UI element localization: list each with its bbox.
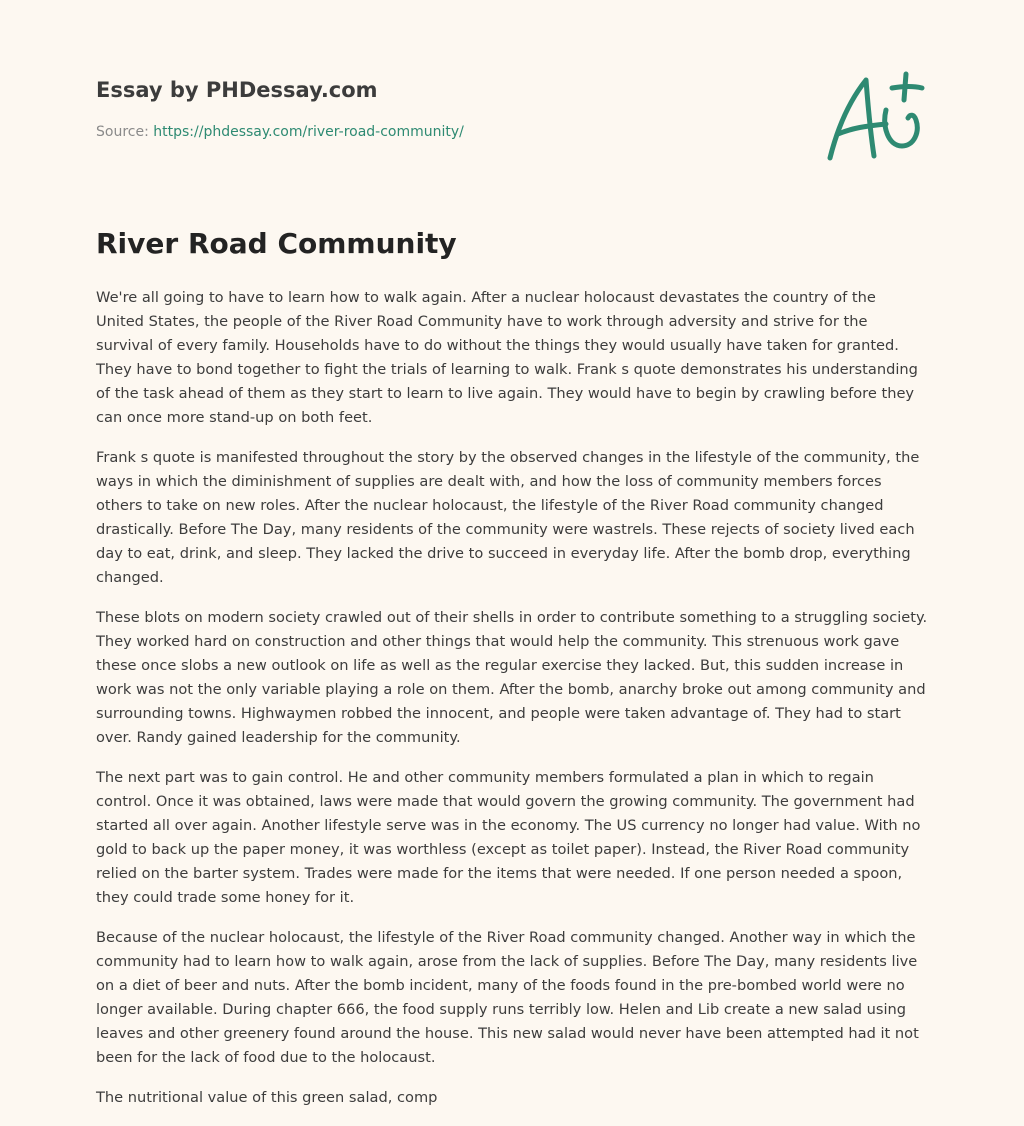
- essay-paragraph-1: We're all going to have to learn how to walk again. After a nuclear holocaust devastates the country of the United States, the people of the River Road Community have to work through adversity and strive for the survival of every family. Households have to do without the things they would usually have taken for granted. They have to bond together to fight the trials of learning to walk. Frank s quote demonstrates his understanding of the task ahead of them as they start to learn to live again. They would have to begin by crawling before they can once more stand-up on both feet.: [96, 289, 918, 426]
- a-plus-logo-icon: [818, 66, 928, 166]
- source-line: [96, 122, 696, 142]
- essay-paragraph-4: The next part was to gain control. He and other community members formulated a plan in which to regain control. Once it was obtained, laws were made that would govern the growing community. The government had started all over again. Another lifestyle serve was in the economy. The US currency no longer had value. With no gold to back up the paper money, it was worthless (except as toilet paper). Instead, the River Road community relied on the barter system. Trades were made for the items that were needed. If one person needed a spoon, they could trade some honey for it.: [96, 769, 921, 906]
- page-header: [96, 74, 696, 142]
- essay-title: River Road Community: [96, 227, 457, 260]
- site-title: Essay by PHDessay.com: [96, 78, 378, 102]
- essay-body: [96, 286, 928, 1126]
- source-link[interactable]: https://phdessay.com/river-road-community/: [153, 124, 464, 140]
- source-label: Source:: [96, 124, 154, 140]
- essay-paragraph-3: These blots on modern society crawled out of their shells in order to contribute something to a struggling society. They worked hard on construction and other things that would help the community. This strenuous work gave these once slobs a new outlook on life as well as the regular exercise they lacked. But, this sudden increase in work was not the only variable playing a role on them. After the bomb, anarchy broke out among community and surrounding towns. Highwaymen robbed the innocent, and people were taken advantage of. They had to start over. Randy gained leadership for the community.: [96, 609, 928, 746]
- essay-paragraph-2: Frank s quote is manifested throughout the story by the observed changes in the lifestyle of the community, the ways in which the diminishment of supplies are dealt with, and how the loss of community members forces others to take on new roles. After the nuclear holocaust, the lifestyle of the River Road community changed drastically. Before The Day, many residents of the community were wastrels. These rejects of society lived each day to eat, drink, and sleep. They lacked the drive to succeed in everyday life. After the bomb drop, everything changed.: [96, 449, 920, 586]
- essay-paragraph-5: Because of the nuclear holocaust, the lifestyle of the River Road community changed. Another way in which the community had to learn how to walk again, arose from the lack of supplies. Before The Day, many residents live on a diet of beer and nuts. After the bomb incident, many of the foods found in the pre-bombed world were no longer available. During chapter 666, the food supply runs terribly low. Helen and Lib create a new salad using leaves and other greenery found around the house. This new salad would never have been attempted had it not been for the lack of food due to the holocaust.: [96, 929, 919, 1066]
- essay-paragraph-6: The nutritional value of this green salad, comp: [96, 1089, 438, 1106]
